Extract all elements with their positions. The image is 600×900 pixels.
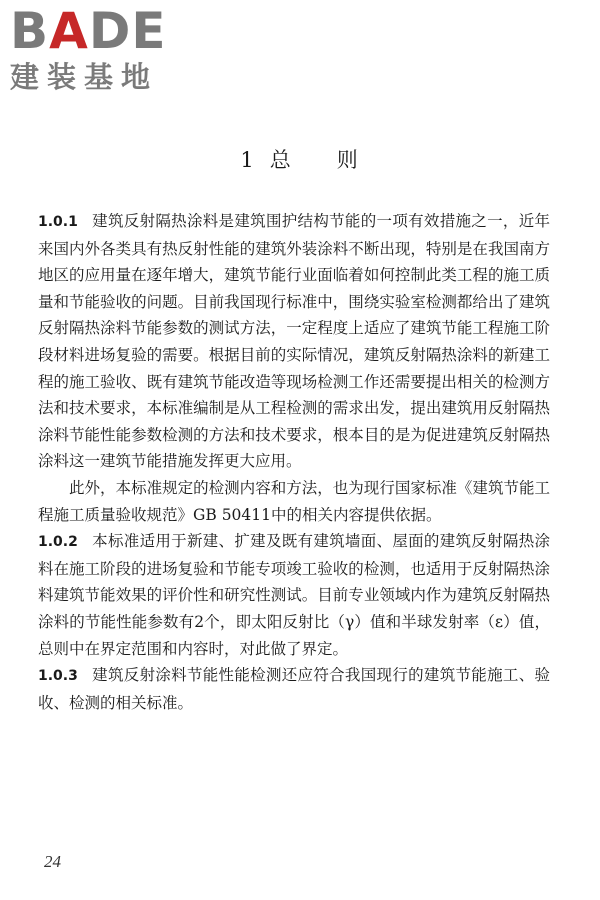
logo-wordmark xyxy=(10,2,180,60)
chapter-number: 1 xyxy=(240,148,256,172)
clause-number: 1.0.2 xyxy=(38,534,78,551)
chapter-title xyxy=(0,147,600,173)
clause-1-0-1-paragraph-1 xyxy=(38,208,550,475)
logo-chinese-name: 建装基地 xyxy=(10,60,159,94)
clause-1-0-1-paragraph-2: 此外，本标准规定的检测内容和方法，也为现行国家标准《建筑节能工程施工质量验收规范》GB 50411中的相关内容提供依据。 xyxy=(38,478,550,524)
logo xyxy=(10,2,180,94)
clause-text: 本标准适用于新建、扩建及既有建筑墙面、屋面的建筑反射隔热涂料在施工阶段的进场复验和节能专项竣工验收的检测，也适用于反射隔热涂料建筑节能效果的评价性和研究性测试。目前专业领域内作为建筑反射隔热涂料的节能性能参数有2个，即太阳反射比（γ）值和半球发射率（ε）值，总则中在界定范围和内容时，对此做了界定。 xyxy=(38,532,550,658)
logo-letters: DE xyxy=(88,2,167,60)
chapter-word-2: 则 xyxy=(336,148,360,172)
clause-1-0-2-paragraph-1 xyxy=(38,528,550,662)
clause-1-0-3-paragraph-1 xyxy=(38,662,550,716)
clause-text: 建筑反射涂料节能性能检测还应符合我国现行的建筑节能施工、验收、检测的相关标准。 xyxy=(38,666,550,712)
body-text xyxy=(38,208,550,716)
logo-letter: B xyxy=(10,2,50,60)
page-number: 24 xyxy=(44,852,61,871)
clause-number: 1.0.3 xyxy=(38,668,78,685)
clause-text: 建筑反射隔热涂料是建筑围护结构节能的一项有效措施之一，近年来国内外各类具有热反射性能的建筑外装涂料不断出现，特别是在我国南方地区的应用量在逐年增大，建筑节能行业面临着如何控制此类工程的施工质量和节能验收的问题。目前我国现行标准中，围绕实验室检测都给出了建筑反射隔热涂料节能参数的测试方法，一定程度上适应了建筑节能工程施工阶段材料进场复验的需要。根据目前的实际情况，建筑反射隔热涂料的新建工程的施工验收、既有建筑节能改造等现场检测工作还需要提出相关的检测方法和技术要求，本标准编制是从工程检测的需求出发，提出建筑用反射隔热涂料节能性能参数检测的方法和技术要求，根本目的是为促进建筑反射隔热涂料这一建筑节能措施发挥更大应用。 xyxy=(38,212,550,471)
logo-accent-letter: A xyxy=(49,2,89,60)
chapter-word-1: 总 xyxy=(269,148,293,172)
clause-number: 1.0.1 xyxy=(38,214,78,230)
